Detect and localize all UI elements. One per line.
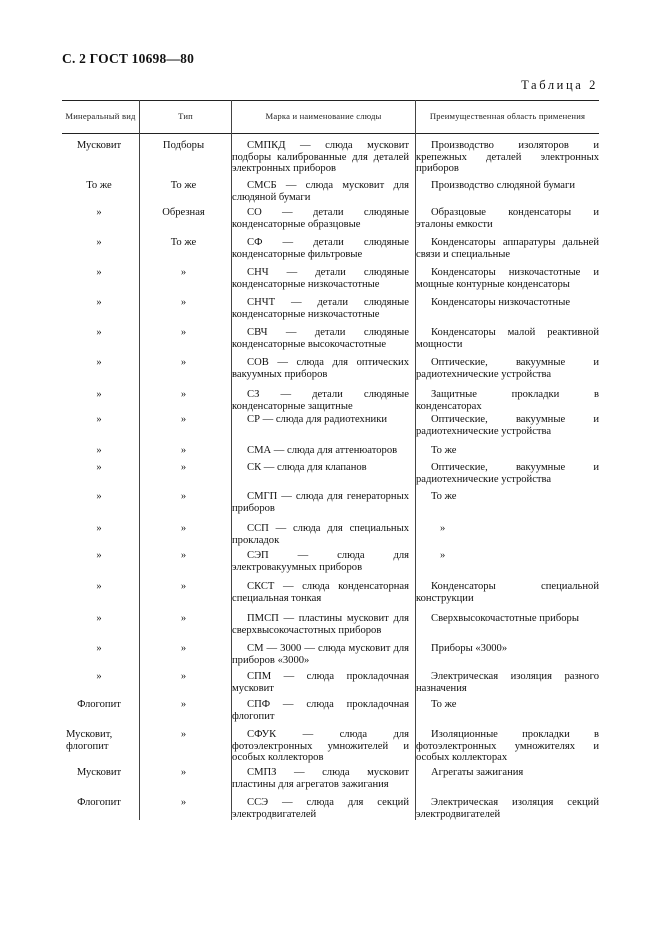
table-row [62, 550, 599, 573]
cell-mineral: » [96, 671, 102, 682]
cell-type: » [180, 767, 187, 778]
cell-mineral: » [96, 267, 102, 278]
cell-grade: СОВ — слюда для оптических вакуумных приборов [232, 357, 409, 380]
cell-mineral: » [96, 613, 102, 624]
cell-application: Оптические, вакуумные и радиотехнические устройства [416, 357, 599, 380]
cell-grade: СМСБ — слюда мусковит для слюдяной бумаги [232, 180, 409, 203]
cell-application: Конденсаторы низкочастотные и мощные контурные конденсаторы [416, 267, 599, 290]
column-header-grade: Марка и наименование слюды [265, 111, 382, 121]
cell-type: » [180, 297, 187, 308]
cell-grade: ПМСП — пластины мусковит для сверхвысокочастотных приборов [232, 613, 409, 636]
table-row [62, 207, 599, 230]
cell-grade: СФУК — слюда для фотоэлектронных умножителей и особых коллекторов [232, 729, 409, 764]
cell-application: Приборы «3000» [431, 643, 508, 654]
cell-application: Конденсаторы аппаратуры дальней связи и специальные [416, 237, 599, 260]
cell-grade: СК — слюда для клапанов [247, 462, 367, 473]
cell-application: Электрическая изоляция секций электродвигателей [416, 797, 599, 820]
table-row [62, 613, 599, 636]
cell-application: То же [431, 699, 457, 710]
cell-type: » [180, 389, 187, 400]
cell-mineral: » [96, 327, 102, 338]
cell-type: » [180, 550, 187, 561]
cell-type: » [180, 267, 187, 278]
cell-type: » [180, 523, 187, 534]
table-row [62, 297, 599, 320]
cell-type: » [180, 613, 187, 624]
cell-mineral: » [96, 643, 102, 654]
cell-grade: СО — детали слюдяные конденсаторные образцовые [232, 207, 409, 230]
cell-grade: СПМ — слюда прокладочная мусковит [232, 671, 409, 694]
table-row [62, 267, 599, 290]
cell-type: » [180, 491, 187, 502]
cell-grade: СПФ — слюда прокладочная флогопит [232, 699, 409, 722]
cell-grade: СНЧ — детали слюдяные конденсаторные низкочастотные [232, 267, 409, 290]
cell-grade: СЗ — детали слюдяные конденсаторные защитные [232, 389, 409, 412]
column-header-application: Преимущественная область применения [429, 111, 586, 121]
cell-application: Конденсаторы специальной конструкции [416, 581, 599, 604]
cell-application: Производство слюдяной бумаги [431, 180, 576, 191]
cell-grade: ССП — слюда для специальных прокладок [232, 523, 409, 546]
table-row [62, 237, 599, 260]
cell-application: Сверхвысокочастотные приборы [431, 613, 579, 624]
cell-application: То же [431, 491, 457, 502]
table-row [62, 180, 599, 203]
cell-application: Электрическая изоляция разного назначения [416, 671, 599, 694]
table-row [62, 699, 599, 722]
cell-mineral: » [96, 207, 102, 218]
cell-application: Производство изоляторов и крепежных деталей электронных приборов [416, 140, 599, 175]
cell-mineral: » [96, 581, 102, 592]
cell-application: Конденсаторы низкочастотные [431, 297, 571, 308]
cell-type: » [180, 581, 187, 592]
cell-mineral: » [96, 414, 102, 425]
cell-application: Оптические, вакуумные и радиотехнические устройства [416, 414, 599, 437]
cell-application: » [440, 523, 446, 534]
cell-type: » [180, 699, 187, 710]
cell-type: » [180, 729, 187, 740]
cell-type: » [180, 414, 187, 425]
cell-grade: СМПКД — слюда мусковит подборы калиброванные для деталей электронных приборов [232, 140, 409, 175]
cell-type: То же [170, 237, 197, 248]
cell-mineral: » [96, 237, 102, 248]
cell-grade: СМГП — слюда для генераторных приборов [232, 491, 409, 514]
table-row [62, 414, 599, 437]
cell-mineral: » [96, 445, 102, 456]
table-row [62, 462, 599, 485]
table-row [62, 523, 599, 546]
column-header-type: Тип [178, 111, 193, 121]
cell-mineral: » [96, 523, 102, 534]
cell-application: То же [431, 445, 457, 456]
table-row [62, 140, 599, 175]
cell-type: » [180, 671, 187, 682]
cell-type: То же [170, 180, 197, 191]
page-header: С. 2 ГОСТ 10698—80 [62, 51, 195, 66]
cell-application: Конденсаторы малой реактивной мощности [416, 327, 599, 350]
cell-mineral: Мусковит, флогопит [66, 729, 113, 752]
cell-grade: СР — слюда для радиотехники [247, 414, 388, 425]
cell-application: Агрегаты зажигания [431, 767, 524, 778]
cell-mineral: Флогопит [77, 699, 121, 710]
cell-mineral: То же [86, 180, 112, 191]
cell-grade: СМА — слюда для аттенюаторов [247, 445, 398, 456]
cell-mineral: Флогопит [77, 797, 121, 808]
cell-type: » [180, 357, 187, 368]
cell-grade: СЭП — слюда для электровакуумных приборов [232, 550, 409, 573]
table-row [62, 729, 599, 764]
cell-type: » [180, 797, 187, 808]
table-row [62, 389, 599, 412]
table-row [62, 643, 599, 666]
cell-mineral: » [96, 297, 102, 308]
cell-mineral: » [96, 491, 102, 502]
cell-mineral: » [96, 357, 102, 368]
cell-grade: СМ — 3000 — слюда мусковит для приборов «3000» [232, 643, 409, 666]
cell-application: Оптические, вакуумные и радиотехнические устройства [416, 462, 599, 485]
table-row [62, 797, 599, 820]
cell-application: Изоляционные прокладки в фотоэлектронных умножителях и особых коллекторах [416, 729, 599, 764]
table-row [62, 767, 599, 790]
cell-grade: ССЭ — слюда для секций электродвигателей [232, 797, 409, 820]
cell-mineral: Мусковит [76, 767, 122, 778]
cell-grade: СВЧ — детали слюдяные конденсаторные высокочастотные [232, 327, 409, 350]
cell-application: Образцовые конденсаторы и эталоны емкости [416, 207, 599, 230]
cell-grade: СКСТ — слюда конденсаторная специальная тонкая [232, 581, 409, 604]
table-row [62, 491, 599, 514]
cell-mineral: » [96, 389, 102, 400]
cell-type: » [180, 643, 187, 654]
cell-type: Обрезная [162, 207, 205, 218]
cell-grade: СФ — детали слюдяные конденсаторные фильтровые [232, 237, 409, 260]
cell-type: » [180, 445, 187, 456]
table-row [62, 327, 599, 350]
cell-mineral: » [96, 462, 102, 473]
column-header-mineral: Минеральный вид [65, 111, 136, 121]
table-header-rule [62, 133, 599, 134]
table-row [62, 671, 599, 694]
cell-type: » [180, 462, 187, 473]
cell-type: Подборы [162, 140, 205, 151]
cell-grade: СНЧТ — детали слюдяные конденсаторные низкочастотные [232, 297, 409, 320]
cell-application: » [440, 550, 446, 561]
table-caption: Таблица 2 [521, 78, 598, 92]
table-row [62, 357, 599, 380]
table-row [62, 581, 599, 604]
cell-mineral: Мусковит [76, 140, 122, 151]
cell-type: » [180, 327, 187, 338]
cell-application: Защитные прокладки в конденсаторах [416, 389, 599, 412]
cell-grade: СМПЗ — слюда мусковит пластины для агрегатов зажигания [232, 767, 409, 790]
table-row [62, 445, 599, 457]
cell-mineral: » [96, 550, 102, 561]
